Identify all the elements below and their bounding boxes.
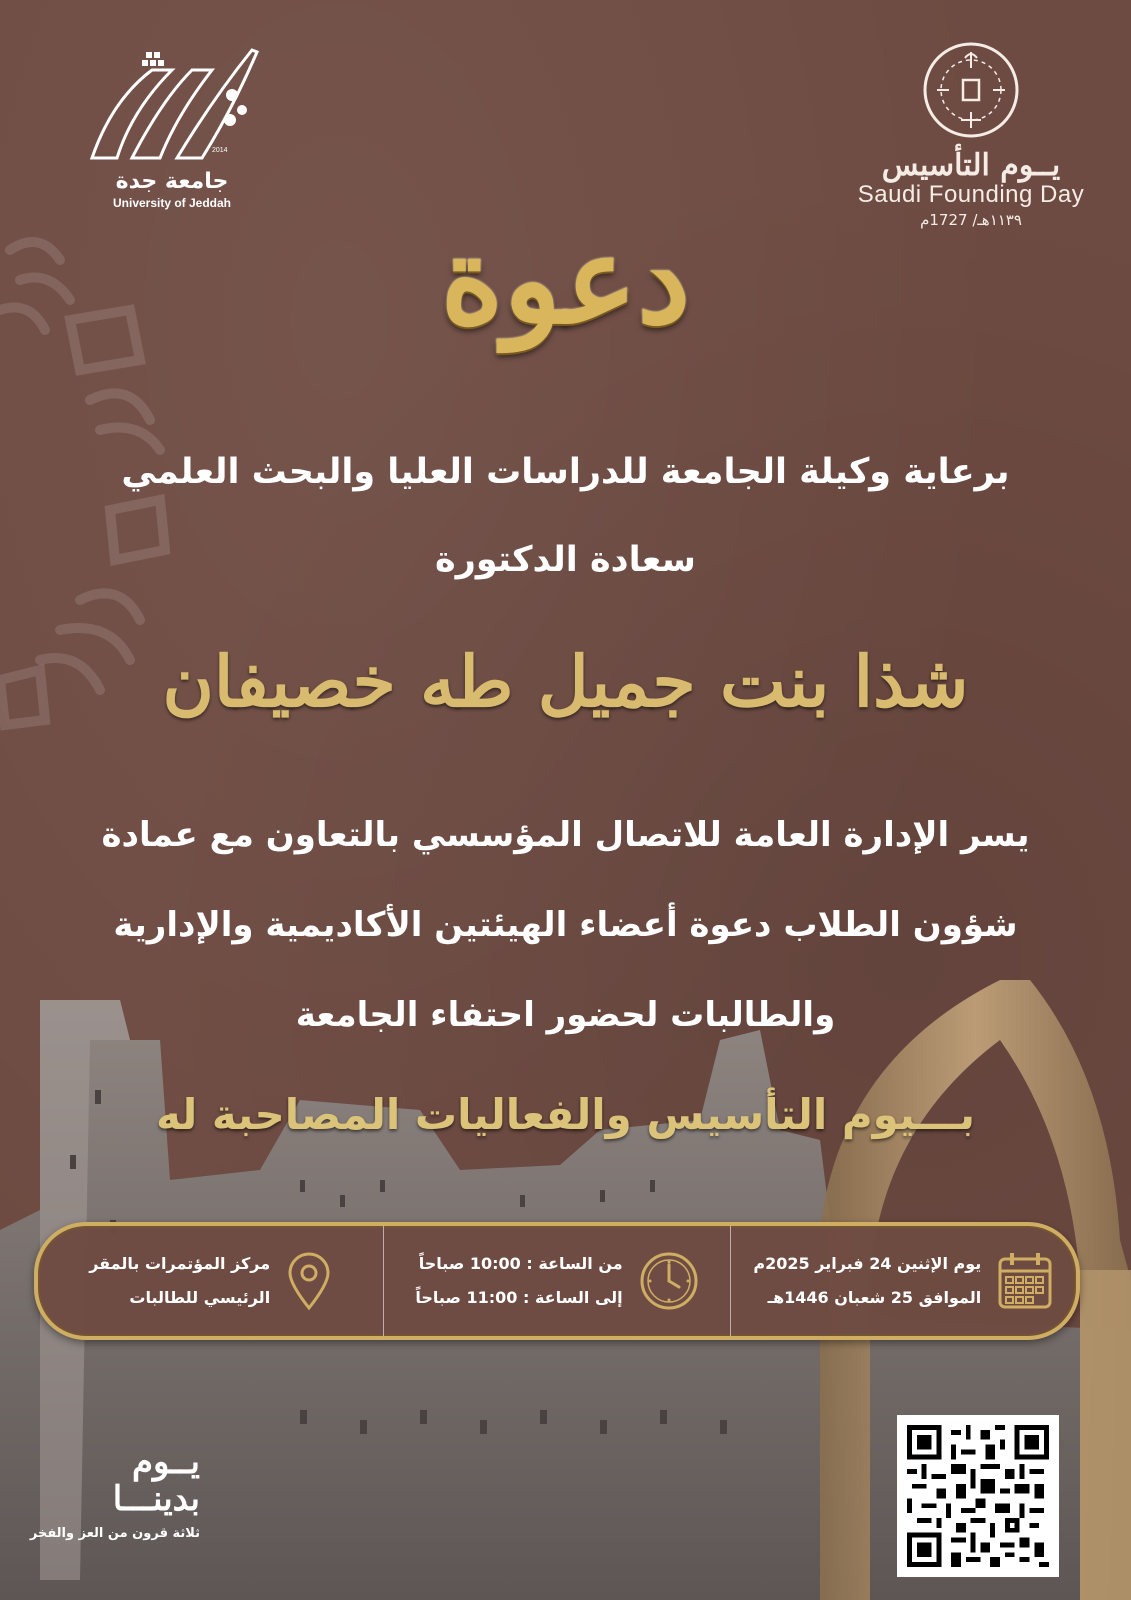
calendar-icon [997, 1251, 1053, 1311]
date-text [753, 1247, 981, 1314]
qr-code[interactable] [897, 1415, 1059, 1577]
body-line-1: يسر الإدارة العامة للاتصال المؤسسي بالتعاون مع عمادة [101, 815, 1030, 855]
date-line-1: يوم الإثنين 24 فبراير 2025م [753, 1254, 982, 1274]
time-line-2: إلى الساعة : 11:00 صباحاً [415, 1288, 623, 1307]
founding-day-name-ar: يــوم التأسيس [881, 148, 1061, 183]
time-cell [383, 1226, 729, 1336]
invitation-title: دعوة [440, 210, 691, 351]
patronage-line: برعاية وكيلة الجامعة للدراسات العليا والبحث العلمي [121, 452, 1010, 492]
badinaa-word: بدينـــا [112, 1479, 200, 1519]
date-line-2: الموافق 25 شعبان 1446هـ [767, 1288, 982, 1307]
saudi-founding-day-logo [851, 40, 1091, 240]
founding-day-name-en: Saudi Founding Day [857, 181, 1085, 208]
founding-day-dates: ١١٣٩هـ/ 1727م [920, 211, 1022, 229]
yawm-badinaa-logo [20, 1442, 200, 1541]
location-pin-icon [286, 1251, 332, 1311]
university-name-en: University of Jeddah [112, 196, 232, 210]
location-cell [38, 1226, 383, 1336]
honoree-name: شذا بنت جميل طه خصيفان [162, 640, 969, 723]
clock-icon [639, 1251, 699, 1311]
honorific-line: سعادة الدكتورة [435, 540, 696, 580]
logo-year: 2014 [212, 147, 228, 154]
university-name-ar: جامعة جدة [115, 169, 229, 194]
qr-code-icon [907, 1425, 1049, 1567]
university-of-jeddah-logo [72, 40, 272, 230]
location-line-1: مركز المؤتمرات بالمقر [89, 1254, 271, 1274]
founding-day-emblem-icon [921, 40, 1021, 140]
time-text [415, 1247, 622, 1314]
event-details-bar [34, 1222, 1080, 1340]
event-name: بـــيوم التأسيس والفعاليات المصاحبة له [156, 1090, 975, 1139]
yawm-word: يــوم [132, 1442, 200, 1482]
university-emblem-icon [82, 40, 262, 165]
body-line-2: شؤون الطلاب دعوة أعضاء الهيئتين الأكاديمية والإدارية [113, 905, 1018, 945]
date-cell [730, 1226, 1076, 1336]
body-line-3: والطالبات لحضور احتفاء الجامعة [295, 995, 836, 1035]
time-line-1: من الساعة : 10:00 صباحاً [418, 1254, 623, 1274]
yawm-tagline: ثلاثة قرون من العز والفخر [29, 1525, 200, 1541]
location-line-2: الرئيسي للطالبات [129, 1288, 271, 1307]
location-text [89, 1247, 270, 1314]
